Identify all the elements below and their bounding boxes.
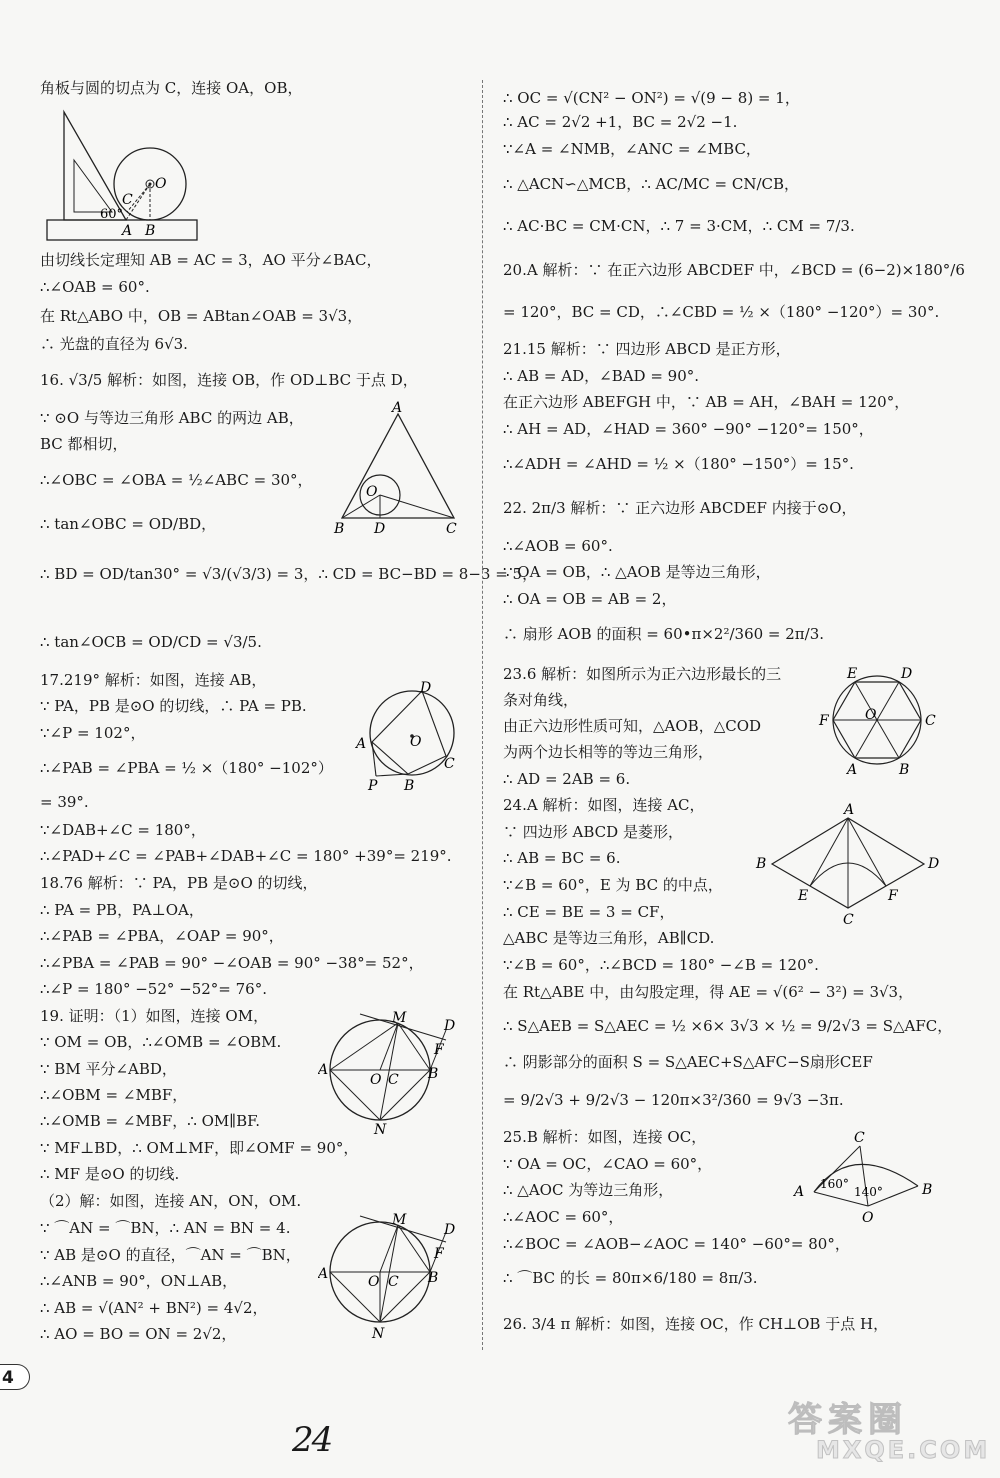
figure-label: F xyxy=(819,713,829,729)
figure-label: A xyxy=(794,1184,805,1200)
watermark-url: MXQE.COM xyxy=(816,1436,991,1464)
text-line: ∴∠PAD+∠C = ∠PAB+∠DAB+∠C = 180° +39°= 219°. xyxy=(40,847,452,865)
figure-label: E xyxy=(798,888,809,904)
figure-label: D xyxy=(444,1018,456,1034)
text-line: ∴ AB = BC = 6. xyxy=(503,849,621,867)
figure-label: 160° xyxy=(820,1177,849,1191)
figure-label: D xyxy=(374,521,386,537)
problem-19-heading: 19. 证明：（1）如图，连接 OM， xyxy=(40,1007,269,1025)
text-line: ∴∠AOB = 60°. xyxy=(503,537,613,555)
text-line: ∴∠OAB = 60°. xyxy=(40,278,150,296)
figure-label: O xyxy=(865,707,877,723)
text-line: ∵∠P = 102°， xyxy=(40,724,146,742)
text-line: ∵∠B = 60°，∴∠BCD = 180° −∠B = 120°. xyxy=(503,956,819,974)
text-line: ∴ AC·BC = CM·CN，∴ 7 = 3·CM，∴ CM = 7/3. xyxy=(503,217,855,235)
figure-label: E xyxy=(847,666,858,682)
figure-label: 140° xyxy=(854,1185,883,1199)
text-line: ∴∠AOC = 60°， xyxy=(503,1208,624,1226)
figure-label: O xyxy=(370,1072,382,1088)
figure-label: B xyxy=(899,762,910,778)
text-line: ∵ PA，PB 是⊙O 的切线，∴ PA = PB. xyxy=(40,697,307,715)
figure-label: C xyxy=(854,1130,865,1146)
figure-label: C xyxy=(388,1072,399,1088)
text-line: ∴ OA = OB = AB = 2， xyxy=(503,590,677,608)
text-line: ∴ △AOC 为等边三角形， xyxy=(503,1181,674,1199)
text-line: 角板与圆的切点为 C，连接 OA，OB， xyxy=(40,79,303,97)
figure-label: D xyxy=(928,856,940,872)
text-line: ∴ MF 是⊙O 的切线. xyxy=(40,1165,180,1183)
text-line: ∴∠PAB = ∠PBA，∠OAP = 90°， xyxy=(40,927,284,945)
text-line: （2）解：如图，连接 AN，ON，OM. xyxy=(40,1192,302,1210)
problem-25-heading: 25.B 解析：如图，连接 OC， xyxy=(503,1128,707,1146)
figure-label: M xyxy=(392,1010,407,1026)
figure-label: N xyxy=(372,1326,385,1342)
text-line: 条对角线， xyxy=(503,691,579,709)
problem-26-heading: 26. 3/4 π 解析：如图，连接 OC，作 CH⊥OB 于点 H， xyxy=(503,1315,889,1333)
watermark-logo-text: 答案圈 xyxy=(788,1400,908,1440)
problem-18-heading: 18.76 解析：∵ PA，PB 是⊙O 的切线， xyxy=(40,874,318,892)
figure-label: A xyxy=(844,802,855,818)
text-line: ∵ OA = OC，∠CAO = 60°， xyxy=(503,1155,713,1173)
text-line: ∵ ⌒AN = ⌒BN，∴ AN = BN = 4. xyxy=(40,1219,291,1237)
text-line: ∴∠OMB = ∠MBF，∴ OM∥BF. xyxy=(40,1112,261,1130)
figure-label: C xyxy=(122,192,133,208)
figure-label: C xyxy=(444,756,455,772)
text-line: ∴∠PBA = ∠PAB = 90° −∠OAB = 90° −38°= 52°， xyxy=(40,954,424,972)
text-line: ∴ PA = PB，PA⊥OA， xyxy=(40,901,204,919)
text-line: ∴ 光盘的直径为 6√3. xyxy=(40,335,188,353)
text-line: = 120°，BC = CD，∴∠CBD = ½ ×（180° −120°）= 30°. xyxy=(503,303,940,321)
figure-label: O xyxy=(155,176,167,192)
text-line: ∵ BM 平分∠ABD， xyxy=(40,1060,177,1078)
figure-label: F xyxy=(434,1042,444,1058)
problem-22-heading: 22. 2π/3 解析：∵ 正六边形 ABCDEF 内接于⊙O， xyxy=(503,499,857,517)
figure-label: D xyxy=(444,1222,456,1238)
text-line: ∵ ⊙O 与等边三角形 ABC 的两边 AB， xyxy=(40,409,304,427)
text-line: 在 Rt△ABE 中，由勾股定理，得 AE = √(6² − 3²) = 3√3， xyxy=(503,983,914,1001)
text-line: 由正六边形性质可知，△AOB，△COD xyxy=(503,717,762,735)
text-line: ∴ AD = 2AB = 6. xyxy=(503,770,631,788)
text-line: ∵ 四边形 ABCD 是菱形， xyxy=(503,823,683,841)
text-line: ∴ △ACN∽△MCB，∴ AC/MC = CN/CB， xyxy=(503,175,800,193)
figure-label: A xyxy=(318,1266,329,1282)
figure-label: D xyxy=(420,680,432,696)
figure-label: F xyxy=(434,1246,444,1262)
figure-label: C xyxy=(925,713,936,729)
figure-label: A xyxy=(356,736,367,752)
text-line: △ABC 是等边三角形，AB∥CD. xyxy=(503,929,715,947)
problem-17-heading: 17.219° 解析：如图，连接 AB， xyxy=(40,671,267,689)
text-line: ∴ 阴影部分的面积 S = S△AEC+S△AFC−S扇形CEF xyxy=(503,1053,873,1071)
text-line: ∴ BD = OD/tan30° = √3/(√3/3) = 3，∴ CD = BC−BD = 8−3 = 5， xyxy=(40,565,538,583)
text-line: BC 都相切， xyxy=(40,435,128,453)
figure-label: 60° xyxy=(100,207,124,222)
text-line: ∴ OC = √(CN² − ON²) = √(9 − 8) = 1， xyxy=(503,89,800,107)
page-number-badge: 4 xyxy=(0,1364,30,1390)
watermark xyxy=(788,1392,991,1472)
text-line: ∴ AO = BO = ON = 2√2， xyxy=(40,1325,237,1343)
text-line: ∴∠OBC = ∠OBA = ½∠ABC = 30°， xyxy=(40,471,313,489)
figure-25 xyxy=(792,1126,942,1226)
text-line: ∴∠ANB = 90°，ON⊥AB， xyxy=(40,1272,238,1290)
figure-label: O xyxy=(366,484,378,500)
figure-16 xyxy=(330,400,465,540)
column-divider xyxy=(482,80,483,1350)
figure-label: B xyxy=(145,223,156,239)
figure-label: A xyxy=(392,400,403,416)
figure-label: A xyxy=(122,223,133,239)
figure-label: O xyxy=(410,734,422,750)
problem-16-heading: 16. √3/5 解析：如图，连接 OB，作 OD⊥BC 于点 D， xyxy=(40,371,418,389)
text-line: ∴ AH = AD，∠HAD = 360° −90° −120°= 150°， xyxy=(503,420,874,438)
figure-24 xyxy=(752,798,944,926)
problem-20-heading: 20.A 解析：∵ 在正六边形 ABCDEF 中，∠BCD = (6−2)×180°/6 xyxy=(503,261,965,279)
text-line: ∴ tan∠OBC = OD/BD， xyxy=(40,515,217,533)
figure-label: C xyxy=(843,912,854,926)
text-line: 由切线长定理知 AB = AC = 3，AO 平分∠BAC， xyxy=(40,251,382,269)
text-line: ∴∠PAB = ∠PBA = ½ ×（180° −102°） xyxy=(40,759,333,777)
figure-label: C xyxy=(446,521,457,537)
figure-label: B xyxy=(428,1066,439,1082)
figure-label: B xyxy=(756,856,767,872)
protractor-circle-figure xyxy=(44,108,204,243)
text-line: ∴ AB = AD，∠BAD = 90°. xyxy=(503,367,700,385)
text-line: ∵∠DAB+∠C = 180°， xyxy=(40,821,206,839)
text-line: = 39°. xyxy=(40,793,89,811)
figure-label: A xyxy=(318,1062,329,1078)
text-line: 在 Rt△ABO 中，OB = ABtan∠OAB = 3√3， xyxy=(40,307,363,325)
handwritten-mark: 24 xyxy=(292,1420,332,1460)
problem-23-heading: 23.6 解析：如图所示为正六边形最长的三 xyxy=(503,665,782,683)
text-line: ∴ S△AEB = S△AEC = ½ ×6× 3√3 × ½ = 9/2√3 = S△AFC， xyxy=(503,1017,953,1035)
text-line: ∴∠OBM = ∠MBF， xyxy=(40,1086,188,1104)
text-line: ∵ OA = OB，∴ △AOB 是等边三角形， xyxy=(503,563,771,581)
figure-label: P xyxy=(368,778,378,794)
figure-19-part-1 xyxy=(318,1010,463,1135)
figure-label: B xyxy=(334,521,345,537)
text-line: = 9/2√3 + 9/2√3 − 120π×3²/360 = 9√3 −3π. xyxy=(503,1091,844,1109)
problem-24-heading: 24.A 解析：如图，连接 AC， xyxy=(503,796,705,814)
text-line: ∵∠B = 60°，E 为 BC 的中点， xyxy=(503,876,723,894)
figure-label: A xyxy=(847,762,858,778)
problem-21-heading: 21.15 解析：∵ 四边形 ABCD 是正方形， xyxy=(503,340,791,358)
text-line: ∴ AC = 2√2 +1，BC = 2√2 −1. xyxy=(503,113,738,131)
text-line: ∵ MF⊥BD，∴ OM⊥MF，即∠OMF = 90°， xyxy=(40,1139,359,1157)
text-line: ∵ AB 是⊙O 的直径，⌒AN = ⌒BN， xyxy=(40,1246,301,1264)
text-line: ∴∠ADH = ∠AHD = ½ ×（180° −150°）= 15°. xyxy=(503,455,854,473)
text-line: ∴ AB = √(AN² + BN²) = 4√2， xyxy=(40,1299,268,1317)
text-line: ∴∠BOC = ∠AOB−∠AOC = 140° −60°= 80°， xyxy=(503,1235,850,1253)
figure-23 xyxy=(815,664,945,780)
text-line: ∴ 扇形 AOB 的面积 = 60•π×2²/360 = 2π/3. xyxy=(503,625,825,643)
text-line: ∴∠P = 180° −52° −52°= 76°. xyxy=(40,980,267,998)
text-line: 在正六边形 ABEFGH 中，∵ AB = AH，∠BAH = 120°， xyxy=(503,393,910,411)
figure-19-part-2 xyxy=(318,1212,463,1342)
text-line: ∴ tan∠OCB = OD/CD = √3/5. xyxy=(40,633,262,651)
figure-label: C xyxy=(388,1274,399,1290)
figure-label: O xyxy=(862,1210,874,1226)
text-line: ∵ OM = OB，∴∠OMB = ∠OBM. xyxy=(40,1033,282,1051)
figure-label: O xyxy=(368,1274,380,1290)
figure-label: D xyxy=(901,666,913,682)
text-line: ∴ CE = BE = 3 = CF， xyxy=(503,903,675,921)
figure-label: B xyxy=(428,1270,439,1286)
figure-label: N xyxy=(374,1122,387,1135)
figure-label: F xyxy=(888,888,898,904)
text-line: 为两个边长相等的等边三角形， xyxy=(503,743,714,761)
text-line: ∵∠A = ∠NMB，∠ANC = ∠MBC， xyxy=(503,140,761,158)
figure-label: M xyxy=(392,1212,407,1228)
figure-17 xyxy=(350,676,465,796)
text-line: ∴ ⌒BC 的长 = 80π×6/180 = 8π/3. xyxy=(503,1269,758,1287)
figure-label: B xyxy=(404,778,415,794)
figure-label: B xyxy=(922,1182,933,1198)
